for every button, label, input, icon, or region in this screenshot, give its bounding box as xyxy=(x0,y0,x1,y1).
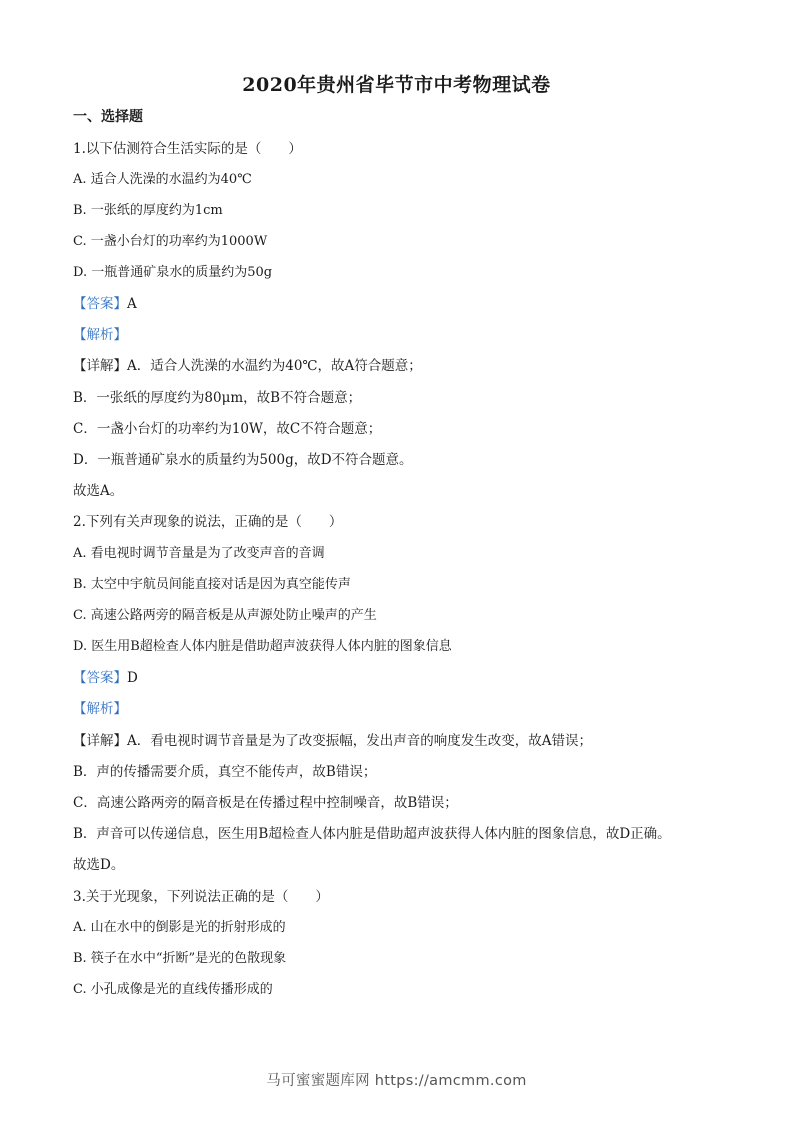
answer-value: A xyxy=(127,296,137,312)
q1-detail-line: B．一张纸的厚度约为80μm，故B不符合题意； xyxy=(73,390,362,406)
q1-option-c: C. 一盏小台灯的功率约为1000W xyxy=(73,234,268,249)
question-1-stem: 1.以下估测符合生活实际的是（ ） xyxy=(73,141,302,157)
q1-analysis-label: 【解析】 xyxy=(73,327,127,343)
q2-option-d: D. 医生用B超检查人体内脏是借助超声波获得人体内脏的图象信息 xyxy=(73,639,452,654)
q1-answer xyxy=(73,295,137,313)
q2-answer xyxy=(73,669,138,687)
q2-option-b: B. 太空中宇航员间能直接对话是因为真空能传声 xyxy=(73,577,351,592)
q2-detail-line: C．高速公路两旁的隔音板是在传播过程中控制噪音，故B错误； xyxy=(73,795,458,811)
q2-detail-line: B．声的传播需要介质，真空不能传声，故B错误； xyxy=(73,764,377,780)
q3-option-a: A. 山在水中的倒影是光的折射形成的 xyxy=(73,920,286,935)
q1-detail-line: C．一盏小台灯的功率约为10W，故C不符合题意； xyxy=(73,421,382,437)
q1-option-d: D. 一瓶普通矿泉水的质量约为50g xyxy=(73,265,273,280)
q1-option-b: B. 一张纸的厚度约为1cm xyxy=(73,203,223,218)
q2-detail-line: B．声音可以传递信息，医生用B超检查人体内脏是借助超声波获得人体内脏的图象信息，故D正确。 xyxy=(73,826,671,842)
q2-option-a: A. 看电视时调节音量是为了改变声音的音调 xyxy=(73,546,325,561)
q3-option-c: C. 小孔成像是光的直线传播形成的 xyxy=(73,982,273,997)
page-title: 2020年贵州省毕节市中考物理试卷 xyxy=(242,74,551,96)
answer-label: 【答案】 xyxy=(73,296,127,312)
q2-detail-line: 【详解】A．看电视时调节音量是为了改变振幅，发出声音的响度发生改变，故A错误； xyxy=(73,733,592,749)
q1-conclusion: 故选A。 xyxy=(73,483,124,499)
q2-analysis-label: 【解析】 xyxy=(73,701,127,717)
answer-label: 【答案】 xyxy=(73,670,127,686)
q1-detail-line: 【详解】A．适合人洗澡的水温约为40℃，故A符合题意； xyxy=(73,358,422,374)
answer-value: D xyxy=(127,670,138,686)
q3-option-b: B. 筷子在水中“折断”是光的色散现象 xyxy=(73,951,287,966)
q1-detail-line: D．一瓶普通矿泉水的质量约为500g，故D不符合题意。 xyxy=(73,452,413,468)
section-heading: 一、选择题 xyxy=(73,109,143,125)
q2-option-c: C. 高速公路两旁的隔音板是从声源处防止噪声的产生 xyxy=(73,608,377,623)
q1-option-a: A. 适合人洗澡的水温约为40℃ xyxy=(73,172,252,187)
q2-conclusion: 故选D。 xyxy=(73,857,125,873)
question-3-stem: 3.关于光现象，下列说法正确的是（ ） xyxy=(73,889,329,905)
footer-watermark: 马可蜜蜜题库网 https://amcmm.com xyxy=(266,1073,527,1089)
question-2-stem: 2.下列有关声现象的说法，正确的是（ ） xyxy=(73,514,343,530)
